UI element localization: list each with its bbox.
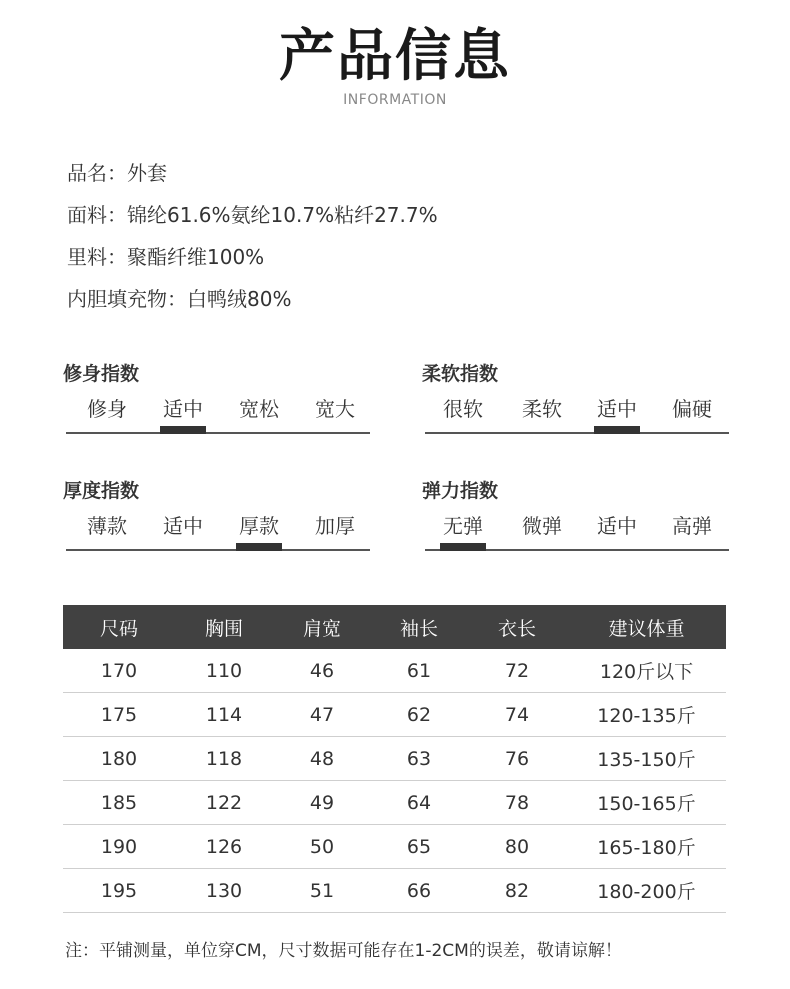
index-option: 偏硬 bbox=[672, 397, 712, 421]
table-row bbox=[63, 693, 726, 737]
cell-shoulder: 50 bbox=[273, 825, 371, 869]
index-option: 微弹 bbox=[522, 514, 562, 538]
size-table bbox=[63, 605, 726, 913]
index-option: 适中 bbox=[579, 390, 655, 428]
index-title: 柔软指数 bbox=[422, 363, 499, 385]
cell-size: 180 bbox=[63, 737, 175, 781]
index-softness bbox=[422, 360, 726, 434]
cell-sleeve: 61 bbox=[371, 649, 467, 693]
page-subtitle: INFORMATION bbox=[343, 92, 447, 108]
selection-marker bbox=[160, 426, 206, 434]
cell-weight: 165-180斤 bbox=[567, 825, 726, 869]
cell-weight: 150-165斤 bbox=[567, 781, 726, 825]
index-elasticity bbox=[422, 477, 726, 551]
info-name: 品名：外套 bbox=[67, 161, 167, 185]
index-fit bbox=[63, 360, 367, 434]
index-option: 适中 bbox=[163, 514, 203, 538]
selection-marker bbox=[440, 543, 486, 551]
cell-length: 80 bbox=[467, 825, 567, 869]
table-row bbox=[63, 737, 726, 781]
table-row bbox=[63, 649, 726, 693]
table-row bbox=[63, 869, 726, 913]
cell-chest: 118 bbox=[175, 737, 273, 781]
index-option: 厚款 bbox=[221, 507, 297, 545]
cell-weight: 120斤以下 bbox=[567, 649, 726, 693]
index-option: 柔软 bbox=[522, 397, 562, 421]
header-sleeve: 袖长 bbox=[371, 605, 467, 649]
cell-size: 185 bbox=[63, 781, 175, 825]
index-option: 适中 bbox=[145, 390, 221, 428]
table-row bbox=[63, 825, 726, 869]
cell-length: 74 bbox=[467, 693, 567, 737]
header-size: 尺码 bbox=[63, 605, 175, 649]
cell-sleeve: 65 bbox=[371, 825, 467, 869]
cell-chest: 114 bbox=[175, 693, 273, 737]
cell-length: 72 bbox=[467, 649, 567, 693]
index-option: 很软 bbox=[443, 397, 483, 421]
cell-chest: 130 bbox=[175, 869, 273, 913]
cell-sleeve: 62 bbox=[371, 693, 467, 737]
cell-chest: 110 bbox=[175, 649, 273, 693]
selection-marker bbox=[236, 543, 282, 551]
info-fabric: 面料：锦纶61.6%氨纶10.7%粘纤27.7% bbox=[67, 203, 438, 227]
page-title: 产品信息 bbox=[279, 24, 511, 89]
index-option: 高弹 bbox=[672, 514, 712, 538]
index-option: 加厚 bbox=[315, 514, 355, 538]
table-header-row bbox=[63, 605, 726, 649]
cell-shoulder: 47 bbox=[273, 693, 371, 737]
cell-shoulder: 49 bbox=[273, 781, 371, 825]
index-thickness bbox=[63, 477, 367, 551]
cell-chest: 122 bbox=[175, 781, 273, 825]
index-title: 修身指数 bbox=[63, 363, 140, 385]
cell-weight: 120-135斤 bbox=[567, 693, 726, 737]
cell-sleeve: 64 bbox=[371, 781, 467, 825]
cell-size: 175 bbox=[63, 693, 175, 737]
info-lining: 里料：聚酯纤维100% bbox=[67, 245, 265, 269]
index-title: 弹力指数 bbox=[422, 480, 499, 502]
cell-weight: 135-150斤 bbox=[567, 737, 726, 781]
cell-shoulder: 48 bbox=[273, 737, 371, 781]
header-shoulder: 肩宽 bbox=[273, 605, 371, 649]
cell-shoulder: 51 bbox=[273, 869, 371, 913]
table-row bbox=[63, 781, 726, 825]
cell-size: 195 bbox=[63, 869, 175, 913]
cell-size: 190 bbox=[63, 825, 175, 869]
index-scale bbox=[66, 507, 370, 551]
index-option: 宽大 bbox=[315, 397, 355, 421]
cell-size: 170 bbox=[63, 649, 175, 693]
index-scale bbox=[425, 507, 729, 551]
selection-marker bbox=[594, 426, 640, 434]
cell-length: 78 bbox=[467, 781, 567, 825]
index-option: 修身 bbox=[87, 397, 127, 421]
header-length: 衣长 bbox=[467, 605, 567, 649]
cell-length: 82 bbox=[467, 869, 567, 913]
cell-shoulder: 46 bbox=[273, 649, 371, 693]
cell-sleeve: 66 bbox=[371, 869, 467, 913]
cell-length: 76 bbox=[467, 737, 567, 781]
header-chest: 胸围 bbox=[175, 605, 273, 649]
index-title: 厚度指数 bbox=[63, 480, 140, 502]
cell-chest: 126 bbox=[175, 825, 273, 869]
cell-sleeve: 63 bbox=[371, 737, 467, 781]
measurement-note: 注：平铺测量，单位穿CM，尺寸数据可能存在1-2CM的误差，敬请谅解！ bbox=[65, 941, 622, 961]
index-scale bbox=[66, 390, 370, 434]
info-filling: 内胆填充物：白鸭绒80% bbox=[67, 287, 292, 311]
index-option: 宽松 bbox=[239, 397, 279, 421]
index-option: 适中 bbox=[597, 514, 637, 538]
header-weight: 建议体重 bbox=[567, 605, 726, 649]
cell-weight: 180-200斤 bbox=[567, 869, 726, 913]
index-option: 薄款 bbox=[87, 514, 127, 538]
index-scale bbox=[425, 390, 729, 434]
product-info bbox=[67, 156, 438, 324]
index-option: 无弹 bbox=[425, 507, 501, 545]
